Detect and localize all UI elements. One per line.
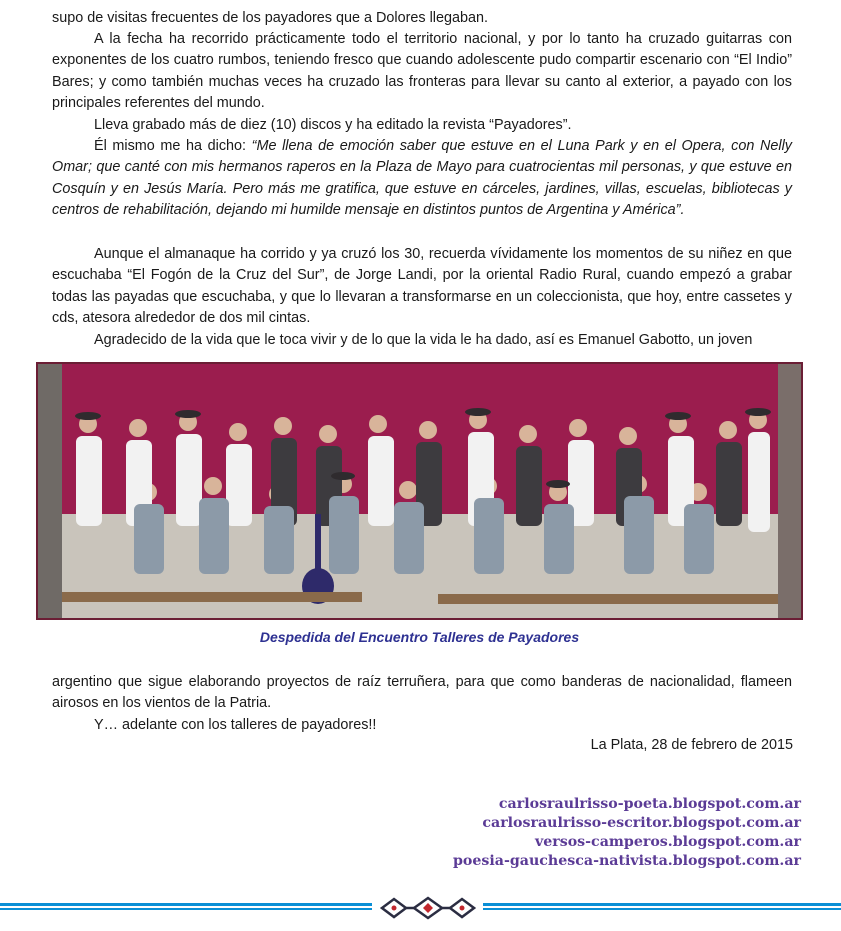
footer-divider-left	[0, 903, 372, 910]
blog-links	[453, 795, 801, 871]
paragraph-4-intro: Él mismo me ha dicho:	[94, 138, 252, 154]
blog-link-escritor[interactable]: carlosraulrisso-escritor.blogspot.com.ar	[482, 815, 801, 831]
footer-ornament-icon	[380, 895, 476, 926]
paragraph-8: Y… adelante con los talleres de payadores!!	[94, 717, 377, 733]
group-photo	[36, 362, 803, 620]
footer-divider-right	[483, 903, 841, 910]
paragraph-7: argentino que sigue elaborando proyectos de raíz terruñera, para que como banderas de nacionalidad, flameen airosos en los vientos de la Patria.	[52, 674, 792, 712]
date-line: La Plata, 28 de febrero de 2015	[590, 737, 793, 753]
paragraph-1: supo de visitas frecuentes de los payadores que a Dolores llegaban.	[52, 10, 488, 26]
paragraph-2: A la fecha ha recorrido prácticamente todo el territorio nacional, y por lo tanto ha cruzado guitarras con exponentes de los cuatro rumbos, teniendo fresco que cuando adolescente pudo compartir escenario con “El Indio” Bares; y como también muchas veces ha cruzado las fronteras para llevar su canto al exterior, a payado con los principales referentes del mundo.	[52, 31, 792, 112]
blog-link-versos-camperos[interactable]: versos-camperos.blogspot.com.ar	[534, 834, 801, 850]
paragraph-6: Agradecido de la vida que le toca vivir y de lo que la vida le ha dado, así es Emanuel Gabotto, un joven	[94, 332, 753, 348]
blog-link-poesia-gauchesca[interactable]: poesia-gauchesca-nativista.blogspot.com.ar	[452, 853, 801, 869]
paragraph-5: Aunque el almanaque ha corrido y ya cruzó los 30, recuerda vívidamente los momentos de su niñez en que escuchaba “El Fogón de la Cruz del Sur”, de Jorge Landi, por la oriental Radio Rural, cuando empezó a grabar todas las payadas que escuchaba, y que lo llevaran a transformarse en un coleccionista, que hoy, entre cassetes y cds, atesora alrededor de dos mil cintas.	[52, 246, 792, 327]
wooden-bench	[438, 594, 778, 604]
wooden-bench	[62, 592, 362, 602]
blog-link-poeta[interactable]: carlosraulrisso-poeta.blogspot.com.ar	[498, 796, 801, 812]
paragraph-4-quote: “Me llena de emoción saber que estuve en el Luna Park y en el Opera, con Nelly Omar; que canté con mis hermanos raperos en la Plaza de Mayo para cuatrocientas mil personas, y que estuve en Cosquín y en Jesús María. Pero más me gratifica, que estuve en cárceles, jardines, villas, escuelas, bibliotecas y centros de rehabilitación, dejando mi humilde mensaje en distintos puntos de Argentina y América”.	[52, 138, 792, 219]
paragraph-4	[52, 136, 792, 222]
paragraph-3: Lleva grabado más de diez (10) discos y ha editado la revista “Payadores”.	[94, 117, 572, 133]
group-photo-image	[38, 364, 801, 618]
photo-caption: Despedida del Encuentro Talleres de Payadores	[259, 629, 580, 645]
